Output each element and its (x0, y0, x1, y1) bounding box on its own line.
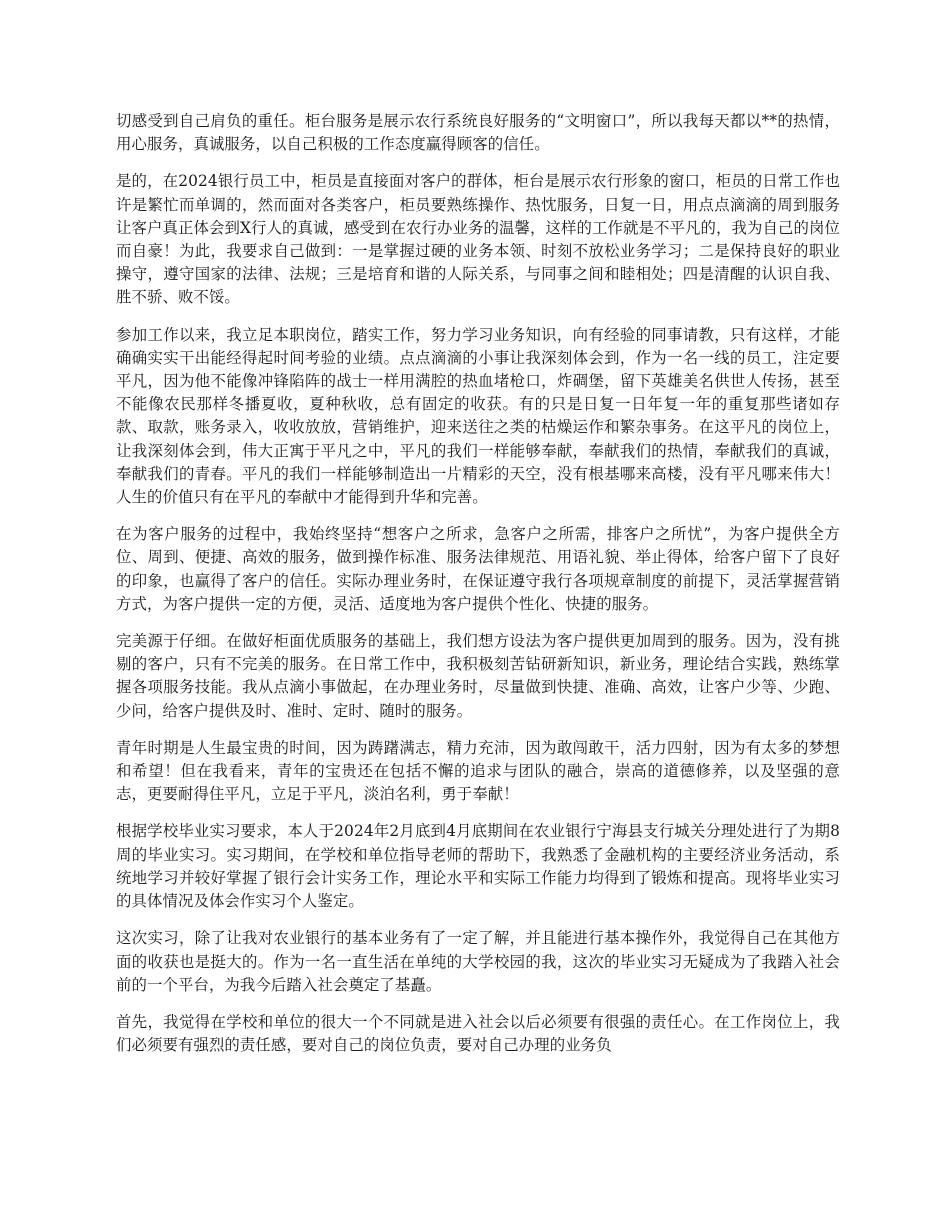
paragraph-8: 这次实习，除了让我对农业银行的基本业务有了一定了解，并且能进行基本操作外，我觉得自己在其他方面的收获也是挺大的。作为一名一直生活在单纯的大学校园的我，这次的毕业实习无疑成为了我踏入社会前的一个平台，为我今后踏入社会奠定了基矗。 (116, 929, 840, 994)
paragraph-2: 是的，在2024银行员工中，柜员是直接面对客户的群体，柜台是展示农行形象的窗口，柜员的日常工作也许是繁忙而单调的，然而面对各类客户，柜员要熟练操作、热忱服务，日复一日，用点点滴滴的周到服务让客户真正体会到X行人的真诚，感受到在农行办业务的温馨，这样的工作就是不平凡的，我为自己的岗位而自豪！为此，我要求自己做到：一是掌握过硬的业务本领、时刻不放松业务学习；二是保持良好的职业操守，遵守国家的法律、法规；三是培育和谐的人际关系，与同事之间和睦相处；四是清醒的认识自我、胜不骄、败不馁。 (116, 172, 840, 307)
paragraph-9: 首先，我觉得在学校和单位的很大一个不同就是进入社会以后必须要有很强的责任心。在工作岗位上，我们必须要有强烈的责任感，要对自己的岗位负责，要对自己办理的业务负 (116, 1012, 840, 1055)
paragraph-5: 完美源于仔细。在做好柜面优质服务的基础上，我们想方设法为客户提供更加周到的服务。因为，没有挑剔的客户，只有不完美的服务。在日常工作中，我积极刻苦钻研新知识，新业务，理论结合实践，熟练掌握各项服务技能。我从点滴小事做起，在办理业务时，尽量做到快捷、准确、高效，让客户少等、少跑、少问，给客户提供及时、准时、定时、随时的服务。 (116, 632, 840, 720)
paragraph-6: 青年时期是人生最宝贵的时间，因为踌躇满志，精力充沛，因为敢闯敢干，活力四射，因为有太多的梦想和希望！但在我看来，青年的宝贵还在包括不懈的追求与团队的融合，崇高的道德修养，以及坚强的意志，更要耐得住平凡，立足于平凡，淡泊名利，勇于奉献！ (116, 738, 840, 804)
paragraph-4: 在为客户服务的过程中，我始终坚持“想客户之所求，急客户之所需，排客户之所忧”，为客户提供全方位、周到、便捷、高效的服务，做到操作标准、服务法律规范、用语礼貌、举止得体，给客户留下了良好的印象，也赢得了客户的信任。实际办理业务时，在保证遵守我行各项规章制度的前提下，灵活掌握营销方式，为客户提供一定的方便，灵活、适度地为客户提供个性化、快捷的服务。 (116, 525, 840, 613)
paragraph-1: 切感受到自己肩负的重任。柜台服务是展示农行系统良好服务的“文明窗口”，所以我每天都以**的热情，用心服务，真诚服务，以自己积极的工作态度赢得顾客的信任。 (116, 112, 840, 154)
paragraph-3: 参加工作以来，我立足本职岗位，踏实工作，努力学习业务知识，向有经验的同事请教，只有这样，才能确确实实干出能经得起时间考验的业绩。点点滴滴的小事让我深刻体会到，作为一名一线的员工，注定要平凡，因为他不能像冲锋陷阵的战士一样用满腔的热血堵枪口，炸碉堡，留下英雄美名供世人传扬，甚至不能像农民那样冬播夏收，夏种秋收，总有固定的收获。有的只是日复一日年复一年的重复那些诸如存款、取款，账务录入，收收放放，营销维护，迎来送往之类的枯燥运作和繁杂事务。在这平凡的岗位上，让我深刻体会到，伟大正寓于平凡之中，平凡的我们一样能够奉献，奉献我们的热情，奉献我们的真诚，奉献我们的青春。平凡的我们一样能够制造出一片精彩的天空，没有根基哪来高楼，没有平凡哪来伟大！人生的价值只有在平凡的奉献中才能得到升华和完善。 (116, 325, 840, 507)
paragraph-7: 根据学校毕业实习要求，本人于2024年2月底到4月底期间在农业银行宁海县支行城关分理处进行了为期8周的毕业实习。实习期间，在学校和单位指导老师的帮助下，我熟悉了金融机构的主要经济业务活动，系统地学习并较好掌握了银行会计实务工作，理论水平和实际工作能力均得到了锻炼和提高。现将毕业实习的具体情况及体会作实习个人鉴定。 (116, 822, 840, 911)
document-page (116, 110, 840, 1071)
